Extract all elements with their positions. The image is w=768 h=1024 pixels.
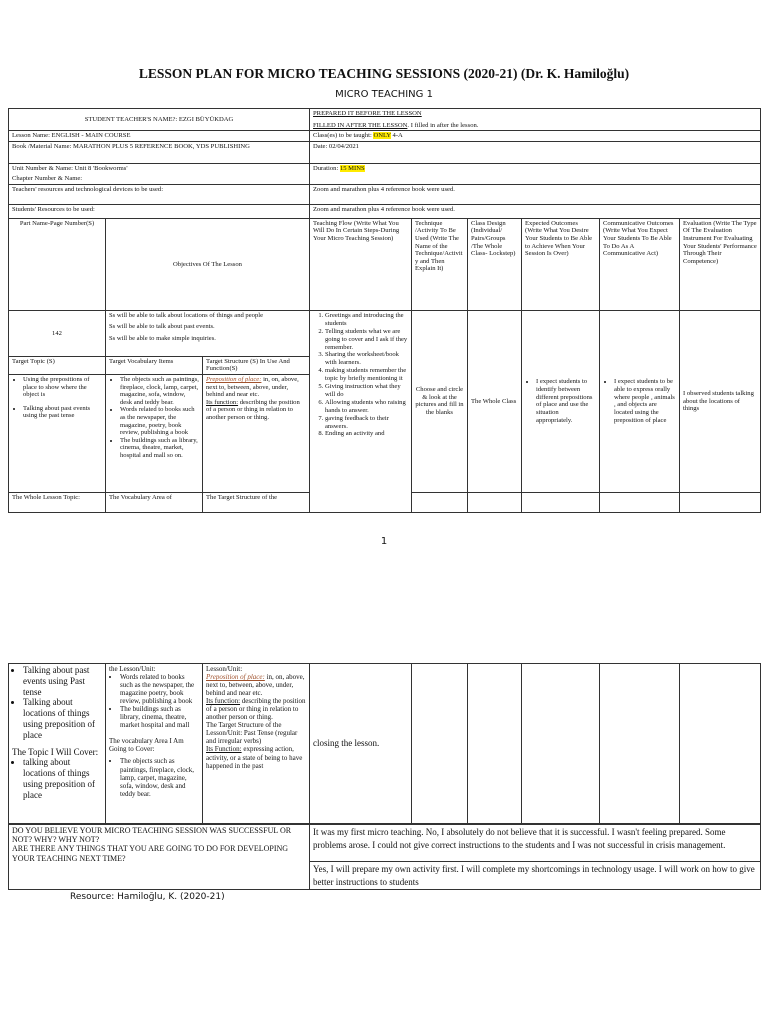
p2-topic-item: • Talking about locations of things using preposition of place (23, 697, 102, 740)
flow-step: 8. Ending an activity and (325, 430, 408, 438)
flow-step: 5. Giving instruction what they will do (325, 383, 408, 399)
resource-citation: Resource: Hamiloğlu, K. (2020-21) (70, 892, 225, 902)
flow-step: 4. making students remember the topic by briefly mentioning it (325, 367, 408, 383)
class-design-cell: The Whole Class (468, 310, 522, 492)
objective-item: Ss will be able to make simple inquiries. (109, 335, 216, 343)
header-part: Part Name-Page Number(S) (9, 218, 106, 310)
answer-success: It was my first micro teaching. No, I absolutely do not believe that it is successful. I wasn't feeling prepared. Some problems arose. I could not give correct instructions to the students and I was not successful in crisis management. (310, 825, 761, 862)
p2-vocab-cover-item: • The objects such as paintings, fireplace, clock, lamp, carpet, magazine, sofa, window, desk and teddy bear. (120, 757, 199, 797)
teacher-resources-label: Teachers' resources and technological devices to be used: (9, 184, 310, 204)
header-flow: Teaching Flow (Write What You Will Do In Certain Steps-During Your Micro Teaching Session) (310, 218, 412, 310)
teaching-flow-cell (310, 310, 412, 512)
page-number-footer: 1 (380, 536, 388, 547)
question-success: DO YOU BELIEVE YOUR MICRO TEACHING SESSION WAS SUCCESSFUL OR NOT? WHY? WHY NOT? (12, 826, 292, 845)
page-subtitle: MICRO TEACHING 1 (335, 89, 433, 100)
target-topic-item: • Talking about past events using the past tense (23, 405, 102, 420)
evaluation-cell: I observed students talking about the locations of things (680, 310, 761, 492)
expected-cell: • I expect students to identify between different prepositions of place and use the situation appropriately. (522, 310, 600, 492)
whole-vocab-label: The Vocabulary Area of (106, 493, 203, 513)
lesson-date: Date: 02/04/2021 (310, 141, 761, 163)
header-evaluation: Evaluation (Write The Type Of The Evaluation Instrument For Evaluating Your Students' Performance Through Their Competence) (680, 218, 761, 310)
reflection-questions (9, 825, 310, 890)
whole-topic-label: The Whole Lesson Topic: (9, 493, 106, 513)
p2-vocab-item: • Words related to books such as the newspaper, the magazine poetry, book review, publishing a book (120, 673, 199, 705)
target-topic-item: • Using the prepositions of place to show where the object is (23, 376, 102, 399)
p2-structure-cell: Lesson/Unit: Preposition of place: in, on, above, next to, between, above, under, behind and near etc. Its function: describing the position of a person or thing in relation to another person or thing. The Target Structure of the Lesson/Unit: Past Tense (regular and irregular verbs) Its Function: expressing action, activity, or a state of being to have happened in the past (203, 664, 310, 824)
book-material: Book /Material Name: MARATHON PLUS 5 REFERENCE BOOK, YDS PUBLISHING (9, 141, 310, 163)
target-topics-cell (9, 375, 106, 493)
teacher-resources-value: Zoom and marathon plus 4 reference book were used. (310, 184, 761, 204)
header-class-design: Class Design (Individual/ Pairs/Groups /The Whole Class- Lockstep) (468, 218, 522, 310)
question-development: ARE THERE ANY THINGS THAT YOU ARE GOING TO DO FOR DEVELOPING YOUR TEACHING NEXT TIME? (12, 844, 289, 863)
p2-topic-item: • Talking about past events using Past tense (23, 665, 102, 697)
lesson-plan-table-continued (8, 663, 761, 824)
vocab-item: • Words related to books such as the newspaper, the magazine, poetry, book review, publishing a book (120, 406, 199, 436)
target-vocab-cell (106, 375, 203, 493)
target-structure-label: Target Structure (S) In Use And Function(S) (203, 356, 310, 374)
p2-vocab-item: • The buildings such as library, cinema, theatre, market hospital and mall (120, 705, 199, 729)
student-teacher-name: STUDENT TEACHER'S NAME?: EZGI BÜYÜKDAG (9, 109, 310, 131)
flow-continued-cell: closing the lesson. (310, 664, 412, 824)
student-resources-label: Students' Resources to be used: (9, 204, 310, 218)
vocab-item: • The buildings such as library, cinema, theatre, market, hospital and mall so on. (120, 437, 199, 460)
flow-step: 3. Sharing the worksheet/book with learners. (325, 351, 408, 367)
vocab-item: • The objects such as paintings, fireplace, clock, lamp, carpet, magazine, sofa, window, desk and teddy bear. (120, 376, 199, 406)
prepared-note: PREPARED IT BEFORE THE LESSON FILLED IN AFTER THE LESSON. I filled in after the lesson. (310, 109, 761, 131)
student-resources-value: Zoom and marathon plus 4 reference book were used. (310, 204, 761, 218)
header-communicative: Communicative Outcomes (Write What You Expect Your Students To Be Able To Do As A Communicative Act) (600, 218, 680, 310)
lesson-plan-table (8, 108, 761, 513)
page-number-cell: 142 (9, 310, 106, 356)
target-vocab-label: Target Vocabulary Items (106, 356, 203, 374)
topic-cover-label: The Topic I Will Cover: (12, 746, 99, 757)
header-expected: Expected Outcomes (Write What You Desire Your Students to Be Able to Achieve When Your Session Is Over) (522, 218, 600, 310)
answer-development: Yes, I will prepare my own activity first. I will complete my shortcomings in technology usage. I will work on how to give better instructions to students (310, 862, 761, 890)
objective-item: Ss will be able to talk about locations of things and people (109, 311, 264, 319)
flow-step: 6. Allowing students who raising hands to answer. (325, 399, 408, 415)
header-objectives: Objectives Of The Lesson (106, 218, 310, 310)
objective-item: Ss will be able to talk about past events. (109, 323, 215, 331)
page-title: LESSON PLAN FOR MICRO TEACHING SESSIONS (2020-21) (Dr. K. Hamiloğlu) (138, 66, 630, 81)
p2-vocab-cell: the Lesson/Unit: • Words related to books such as the newspaper, the magazine poetry, book review, publishing a book • The buildings such as library, cinema, theatre, market hospital and mall The vocabulary Area I Am Going to Cover: • The objects such as paintings, fireplace, clock, lamp, carpet, magazine, sofa, window, desk and teddy bear. (106, 664, 203, 824)
communicative-cell: • I expect students to be able to express orally where people , animals , and objects are located using the preposition of place (600, 310, 680, 492)
duration: Duration: 15 MINS (310, 163, 761, 184)
class-taught: Class(es) to be taught: ONLY 4-A (310, 131, 761, 142)
reflection-table (8, 824, 761, 890)
flow-step: 7. gaving feedback to their answers. (325, 415, 408, 431)
objectives-cell (106, 310, 310, 356)
flow-step: 2. Telling students what we are going to cover and I ask if they remember. (325, 328, 408, 352)
header-technique: Technique /Activity To Be Used (Write The Name of the Technique/Activity and Then Explain It) (412, 218, 468, 310)
p2-topics-cell (9, 664, 106, 824)
technique-cell: Choose and circle & look at the pictures and fill in the blanks (412, 310, 468, 492)
flow-step: 1. Greetings and introducing the students (325, 312, 408, 328)
lesson-name: Lesson Name: ENGLISH - MAIN COURSE (9, 131, 310, 142)
whole-structure-label: The Target Structure of the (203, 493, 310, 513)
target-structure-cell: Preposition of place: in, on, above, next to, between, above, under, behind and near etc. Its function: describing the position of a person or thing in relation to another person or thing. (203, 375, 310, 493)
target-topic-label: Target Topic (S) (9, 356, 106, 374)
unit-chapter: Unit Number & Name: Unit 8 'Bookworms' Chapter Number & Name: (9, 163, 310, 184)
vocab-cover-label: The vocabulary Area I Am Going to Cover: (109, 737, 184, 754)
p2-topic-cover-item: • talking about locations of things using preposition of place (23, 757, 102, 800)
